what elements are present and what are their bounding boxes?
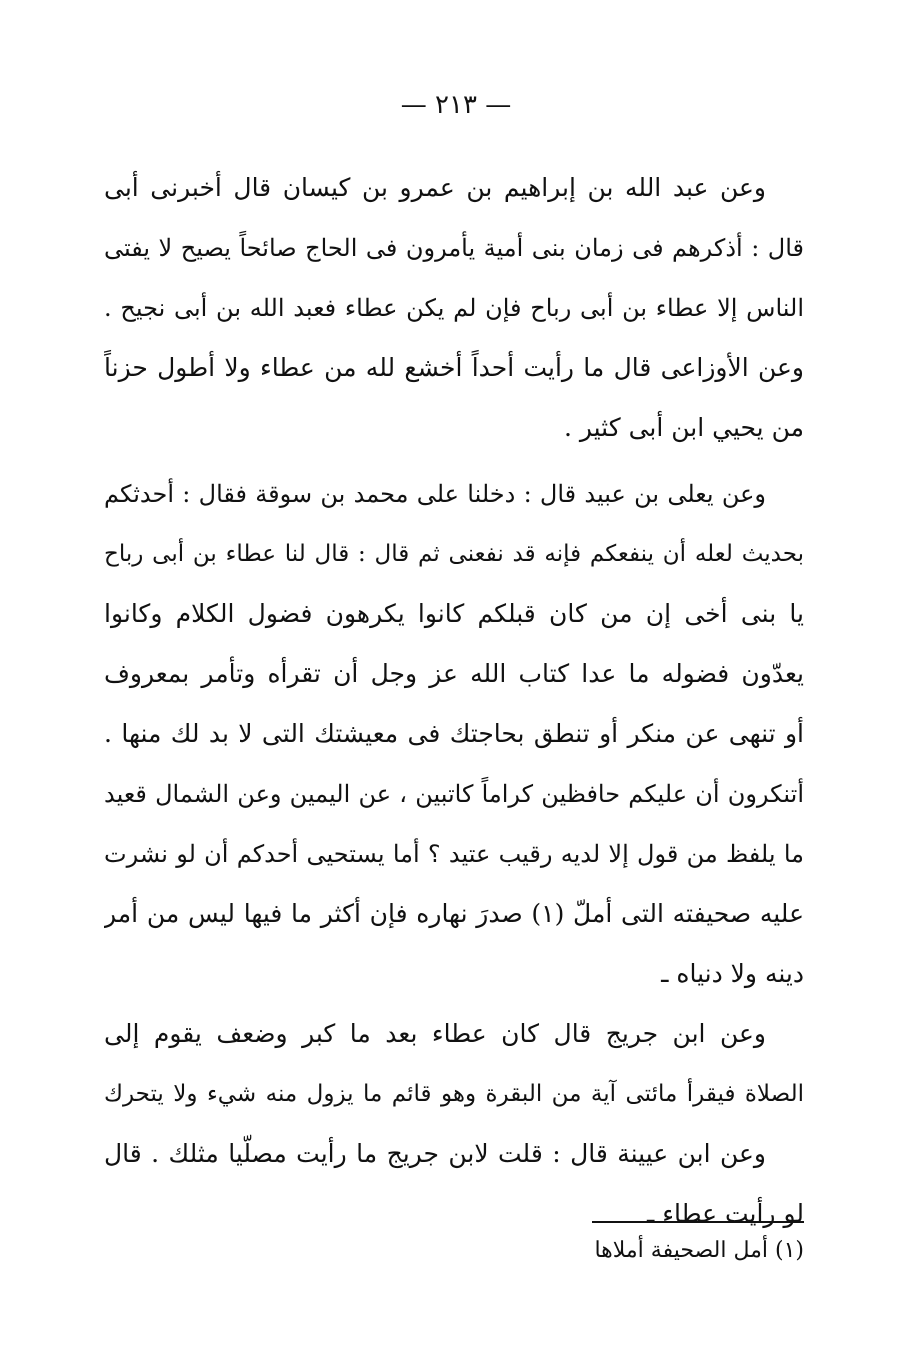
text-line: ما يلفظ من قول إلا لديه رقيب عتيد ؟ أما يستحيى أحدكم أن لو نشرت: [104, 840, 804, 868]
paragraph-3: [104, 1004, 804, 1124]
text-line: الناس إلا عطاء بن أبى رباح فإن لم يكن عطاء فعبد الله بن أبى نجيح .: [104, 294, 804, 322]
paragraph-1: [104, 158, 804, 458]
text-line: قال : أذكرهم فى زمان بنى أمية يأمرون فى الحاج صائحاً يصيح لا يفتى: [104, 234, 804, 262]
text-line: وعن ابن جريج قال كان عطاء بعد ما كبر وضعف يقوم إلى: [104, 1019, 766, 1048]
text-line: بحديث لعله أن ينفعكم فإنه قد نفعنى ثم قال : قال لنا عطاء بن أبى رباح: [104, 541, 804, 567]
text-line: الصلاة فيقرأ مائتى آية من البقرة وهو قائم ما يزول منه شيء ولا يتحرك: [104, 1081, 804, 1107]
text-line: لو رأيت عطاء ـ: [646, 1199, 804, 1228]
text-line: وعن عبد الله بن إبراهيم بن عمرو بن كيسان قال أخبرنى أبى: [104, 173, 766, 202]
text-line: من يحيي ابن أبى كثير .: [563, 413, 804, 442]
text-line: أو تنهى عن منكر أو تنطق بحاجتك فى معيشتك التى لا بد لك منها .: [104, 719, 804, 748]
body-text: [104, 158, 804, 1244]
text-line: دينه ولا دنياه ـ: [661, 959, 804, 988]
text-line: يا بنى أخى إن من كان قبلكم كانوا يكرهون فضول الكلام وكانوا: [104, 599, 804, 628]
text-line: يعدّون فضوله ما عدا كتاب الله عز وجل أن تقرأه وتأمر بمعروف: [104, 659, 804, 688]
footnote-divider: [592, 1221, 804, 1223]
paragraph-4: [104, 1124, 804, 1244]
text-line: وعن ابن عيينة قال : قلت لابن جريج ما رأيت مصلّيا مثلك . قال: [104, 1139, 766, 1168]
text-line: وعن الأوزاعى قال ما رأيت أحداً أخشع لله من عطاء ولا أطول حزناً: [104, 353, 804, 382]
page-number: — ٢١٣ —: [400, 90, 512, 120]
footnote: (١) أمل الصحيفة أملاها: [594, 1238, 804, 1263]
paragraph-2: [104, 464, 804, 1004]
text-line: وعن يعلى بن عبيد قال : دخلنا على محمد بن سوقة فقال : أحدثكم: [104, 480, 766, 508]
text-line: عليه صحيفته التى أملّ (١) صدرَ نهاره فإن أكثر ما فيها ليس من أمر: [104, 899, 804, 928]
text-line: أتنكرون أن عليكم حافظين كراماً كاتبين ، عن اليمين وعن الشمال قعيد: [104, 780, 804, 808]
